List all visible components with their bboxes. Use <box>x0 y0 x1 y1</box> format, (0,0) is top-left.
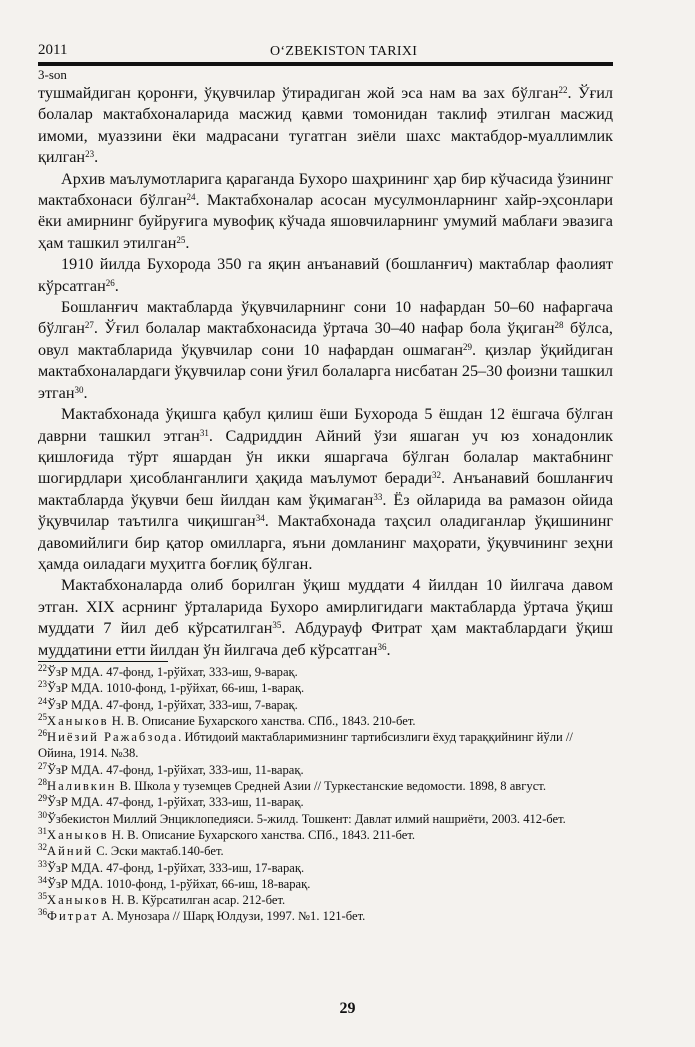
footnote-ref: 34 <box>255 513 265 524</box>
article-body <box>38 83 613 661</box>
footnote-number: 25 <box>38 711 47 722</box>
footnote-number: 23 <box>38 679 47 690</box>
footnote-rule <box>38 661 168 662</box>
footnote-ref: 27 <box>84 320 94 331</box>
footnote-ref: 26 <box>105 277 115 288</box>
footnote-number: 24 <box>38 695 47 706</box>
footnote <box>38 892 613 908</box>
paragraph-text: Бошланғич мактабларда ўқувчиларнинг сони 10 нафардан 50–60 нафаргача бўлган <box>38 298 613 338</box>
footnote-author: Ниёзий Ражабзода <box>47 730 179 745</box>
paragraph-text: . Ўғил болалар мактабхоналарида масжид қавми томонидан таклиф этилган масжид имоми, муаззини ёки мадрасани тугатган зиёли шахс мактабдор-муаллимлик қилган <box>38 84 613 167</box>
paragraph-text: . <box>114 276 119 295</box>
paragraph-text: . Ёз ойларида ва рамазон ойида ўқувчилар таътилга чиқишган <box>38 490 614 531</box>
footnote-number: 35 <box>38 891 47 902</box>
footnote-author: Айний <box>47 844 94 859</box>
footnote-number: 32 <box>38 842 47 853</box>
footnote-text: А. Мунозара // Шарқ Юлдузи, 1997. №1. 121-бет. <box>98 909 366 924</box>
footnote-number: 30 <box>38 809 47 820</box>
footnote <box>38 860 613 876</box>
footnote <box>38 680 613 696</box>
footnote-text: ЎзР МДА. 47-фонд, 1-рўйхат, 333-иш, 11-варақ. <box>47 762 304 777</box>
paragraph-text: . <box>94 148 99 167</box>
footnote-ref: 23 <box>85 149 95 160</box>
paragraph-text: . Садриддин Айний ўзи яшаган уч юз хонадонлик қишлоғида тўрт яшардан ўн икки яшаргача бўлган болалар мактабнинг шогирдлари ҳисобланганлиги ҳақида маълумот беради <box>38 426 613 488</box>
paragraph-text: . Анъанавий бошланғич мактабларда ўқувчи беш йилдан кам ўқимаган <box>38 469 613 509</box>
footnote-text: Н. В. Описание Бухарского ханства. СПб., 1843. 210-бет. <box>108 713 416 728</box>
footnote-number: 31 <box>38 825 47 836</box>
header-rule <box>38 62 613 66</box>
footnote <box>38 908 613 924</box>
footnote-text: ЎзР МДА. 47-фонд, 1-рўйхат, 333-иш, 17-варақ. <box>47 860 305 875</box>
footnote <box>38 876 613 892</box>
footnote <box>38 778 613 794</box>
footnote-text: ЎзР МДА. 1010-фонд, 1-рўйхат, 66-иш, 1-варақ. <box>47 681 305 696</box>
footnote-text: С. Эски мактаб.140-бет. <box>93 844 224 859</box>
paragraph-text: Мактабхоналарда олиб борилган ўқиш муддати 4 йилдан 10 йилгача давом этган. XIX асрнинг ўрталарида Бухоро амирлигидаги мактабларда ўртача ўқиш муддати 7 йил деб кўрсатилган <box>38 576 613 638</box>
footnote-number: 27 <box>38 760 47 771</box>
paragraph-text: . Ўғил болалар мактабхонасида ўртача 30–40 нафар бола ўқиган <box>93 319 555 338</box>
footnote-ref: 28 <box>554 320 564 331</box>
header-journal-title: O‘ZBEKISTON TARIXI <box>270 44 418 59</box>
body-paragraph <box>38 254 613 297</box>
footnote <box>38 713 613 729</box>
footnote-number: 28 <box>38 777 47 788</box>
footnote-text: Н. В. Описание Бухарского ханства. СПб., 1843. 211-бет. <box>108 827 416 842</box>
footnote-author: Ханыков <box>47 713 109 728</box>
paragraph-text: Мактабхонада ўқишга қабул қилиш ёши Бухорода 5 ёшдан 12 ёшгача бўлган даврни ташкил этган <box>38 405 613 445</box>
footnote-text: ЎзР МДА. 47-фонд, 1-рўйхат, 333-иш, 9-варақ. <box>47 665 298 679</box>
footnote-author: Ханыков <box>47 827 109 842</box>
paragraph-text: тушмайдиган қоронғи, ўқувчилар ўтирадиган жой эса нам ва зах бўлган <box>38 84 559 102</box>
page-number: 29 <box>339 1000 356 1017</box>
footnote-text: В. Школа у туземцев Средней Азии // Туркестанские ведомости. 1898, 8 август. <box>116 779 547 794</box>
running-header <box>38 40 613 62</box>
footnote-text: ЎзР МДА. 1010-фонд, 1-рўйхат, 66-иш, 18-варақ. <box>47 876 311 891</box>
header-year: 2011 <box>38 42 68 58</box>
footnote-number: 34 <box>38 874 47 885</box>
footnote <box>38 811 613 827</box>
paragraph-text: . <box>386 640 391 659</box>
footnote-ref: 31 <box>199 427 209 438</box>
paragraph-text: Архив маълумотларига қараганда Бухоро шаҳрининг ҳар бир кўчасида ўзининг мактабхонаси бўлган <box>38 169 613 210</box>
footnote-text: ЎзР МДА. 47-фонд, 1-рўйхат, 333-иш, 7-варақ. <box>47 697 298 712</box>
footnote-ref: 32 <box>431 470 441 481</box>
body-paragraph <box>38 404 613 575</box>
footnote-text: Ўзбекистон Миллий Энциклопедияси. 5-жилд. Тошкент: Давлат илмий нашриёти, 2003. 412-бет. <box>47 811 566 826</box>
paragraph-text: . <box>83 383 88 402</box>
footnote-ref: 29 <box>463 341 473 352</box>
paragraph-text: бўлса, овул мактабларида ўқувчилар сони 10 нафардан ошмаган <box>38 319 613 359</box>
footnote-ref: 36 <box>377 641 387 652</box>
footnote-ref: 25 <box>176 234 186 245</box>
footnote-text: ЎзР МДА. 47-фонд, 1-рўйхат, 333-иш, 11-варақ. <box>47 795 304 810</box>
footnote-text: Н. В. Кўрсатилган асар. 212-бет. <box>108 893 286 908</box>
footnote-author: Фитрат <box>47 909 99 924</box>
body-paragraph <box>38 297 613 404</box>
footnote-number: 29 <box>38 793 47 804</box>
footnote-number: 33 <box>38 858 47 869</box>
paragraph-text: 1910 йилда Бухорода 350 га яқин анъанавий (бошланғич) мактаблар фаолият кўрсатган <box>38 255 613 295</box>
paragraph-text: . Абдурауф Фитрат ҳам мактаблардаги ўқиш муддатини етти йилдан ўн йилгача деб кўрсатган <box>38 619 613 659</box>
footnote <box>38 762 613 778</box>
footnote <box>38 827 613 843</box>
paragraph-text: . <box>185 233 190 252</box>
body-paragraph <box>38 83 613 169</box>
footnote-text: . Ибтидоий мактабларимизнинг тартибсизлиги ёхуд тараққийнинг йўли // Ойина, 1914. №38. <box>38 730 573 761</box>
footnote-number: 26 <box>38 728 47 739</box>
footnote-number: 22 <box>38 663 47 673</box>
footnote-ref: 30 <box>74 384 84 395</box>
footnote <box>38 843 613 859</box>
paragraph-text: . Мактабхонада таҳсил оладиганлар ўқишининг давомийлиги бир қатор омилларга, яъни домланинг маҳорати, ўқувчининг зеҳни ҳамда оиладаги муҳитга боғлиқ бўлган. <box>38 512 613 573</box>
footnote-ref: 35 <box>272 620 282 631</box>
body-paragraph <box>38 575 613 661</box>
paragraph-text: . қизлар ўқийдиган мактабхоналардаги ўқувчилар сони ўғил болаларга нисбатан 25–30 фоизни ташкил этган <box>38 340 613 402</box>
footnote-author: Наливкин <box>47 779 117 794</box>
footnote-number: 36 <box>38 907 47 918</box>
body-paragraph <box>38 169 613 255</box>
footnotes <box>38 664 613 925</box>
footnote <box>38 664 613 680</box>
footnote <box>38 697 613 713</box>
paragraph-text: . Мактабхоналар асосан мусулмонларнинг хайр-эҳсонлари ёки амирнинг буйруғига мувофиқ кўчада яшовчиларнинг умумий маблағи эвазига ҳам ташкил этилган <box>38 191 613 252</box>
footnote-ref: 33 <box>373 491 383 502</box>
footnote-ref: 22 <box>558 85 568 95</box>
footnote-ref: 24 <box>186 192 196 203</box>
header-issue: 3-son <box>38 67 67 82</box>
footnote-author: Ханыков <box>47 893 109 908</box>
footnote <box>38 794 613 810</box>
footnote <box>38 729 613 762</box>
